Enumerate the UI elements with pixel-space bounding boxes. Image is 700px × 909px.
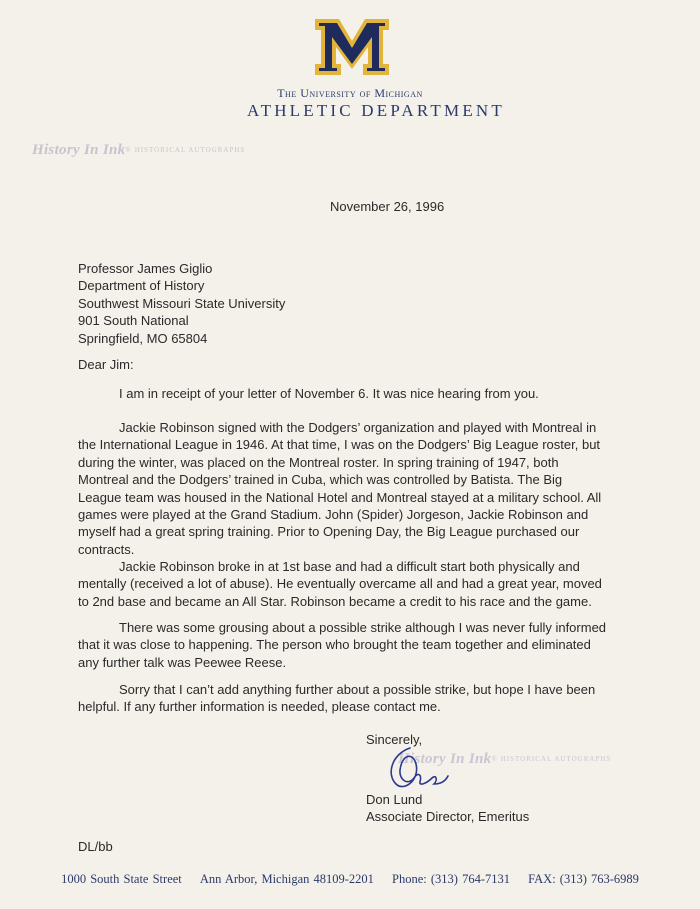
paragraph-line: mentally (received a lot of abuse). He eventually overcame all and had a great year, moved bbox=[78, 576, 602, 592]
paragraph-line: Montreal and the Dodgers’ trained in Cuba, which was controlled by Batista. The Big bbox=[78, 472, 563, 488]
salutation: Dear Jim: bbox=[78, 357, 134, 372]
signer-name: Don Lund bbox=[366, 792, 423, 807]
paragraph-line: games were played at the Grand Stadium. John (Spider) Jorgeson, Jackie Robinson and bbox=[78, 506, 589, 522]
paragraph-line: Jackie Robinson broke in at 1st base and had a difficult start both physically and bbox=[119, 559, 580, 574]
paragraph-line: to 2nd base and became an All Star. Robinson became a credit to his race and the game. bbox=[78, 593, 592, 609]
footer-city: Ann Arbor, Michigan 48109-2201 bbox=[199, 872, 374, 886]
paragraph-line: the International League in 1946. At that time, I was on the Dodgers’ Big League roster, but bbox=[78, 437, 601, 453]
recipient-address bbox=[78, 260, 285, 347]
address-line: Department of History bbox=[78, 278, 205, 294]
closing: Sincerely, bbox=[366, 732, 423, 747]
paragraph bbox=[78, 558, 638, 610]
letter-date: November 26, 1996 bbox=[330, 199, 445, 214]
paragraph bbox=[78, 681, 638, 716]
paragraph-line: League team was housed in the National Hotel and Montreal stayed at a military school. All bbox=[78, 489, 602, 505]
paragraph bbox=[78, 619, 638, 671]
paragraph-line: I am in receipt of your letter of November 6. It was nice hearing from you. bbox=[119, 386, 539, 401]
signer-title: Associate Director, Emeritus bbox=[366, 809, 530, 825]
paragraph bbox=[78, 385, 638, 402]
paragraph-line: helpful. If any further information is needed, please contact me. bbox=[78, 699, 441, 715]
watermark-script: History In Ink bbox=[32, 142, 126, 158]
department-name: ATHLETIC DEPARTMENT bbox=[247, 101, 505, 120]
university-name: The University of Michigan bbox=[277, 86, 423, 100]
watermark-stamp bbox=[32, 142, 245, 159]
address-line: 901 South National bbox=[78, 313, 189, 329]
address-line: Southwest Missouri State University bbox=[78, 295, 286, 311]
paragraph-line: Sorry that I can’t add anything further about a possible strike, but hope I have been bbox=[119, 682, 596, 697]
watermark-caption: HISTORICAL AUTOGRAPHS bbox=[500, 755, 612, 763]
typist-initials: DL/bb bbox=[78, 839, 113, 854]
watermark-mark: ® bbox=[125, 146, 132, 154]
letterhead-footer bbox=[0, 872, 700, 887]
paragraph-line: myself had a great spring training. Prior to Opening Day, the Big League purchased our bbox=[78, 524, 580, 540]
paragraph-line: any further talk was Peewee Reese. bbox=[78, 654, 287, 670]
footer-phone: Phone: (313) 764-7131 bbox=[392, 872, 510, 886]
footer-street: 1000 South State Street bbox=[61, 872, 182, 886]
watermark-script: History In Ink bbox=[398, 751, 492, 767]
paragraph bbox=[78, 419, 638, 558]
paragraph-line: Jackie Robinson signed with the Dodgers’ organization and played with Montreal in bbox=[119, 420, 597, 435]
address-line: Professor James Giglio bbox=[78, 261, 213, 276]
handwritten-signature bbox=[380, 740, 450, 794]
watermark-caption: HISTORICAL AUTOGRAPHS bbox=[134, 146, 246, 154]
footer-fax: FAX: (313) 763-6989 bbox=[528, 872, 639, 886]
address-line: Springfield, MO 65804 bbox=[78, 330, 208, 346]
block-m-logo bbox=[313, 17, 391, 77]
signature-block bbox=[366, 791, 529, 826]
paragraph-line: There was some grousing about a possible strike although I was never fully informed bbox=[119, 620, 607, 635]
paragraph-line: that it was close to happening. The person who brought the team together and eliminated bbox=[78, 637, 591, 653]
paragraph-line: contracts. bbox=[78, 541, 135, 557]
paragraph-line: during the winter, was placed on the Montreal roster. In spring training of 1947, both bbox=[78, 454, 559, 470]
watermark-mark: ® bbox=[491, 755, 498, 763]
